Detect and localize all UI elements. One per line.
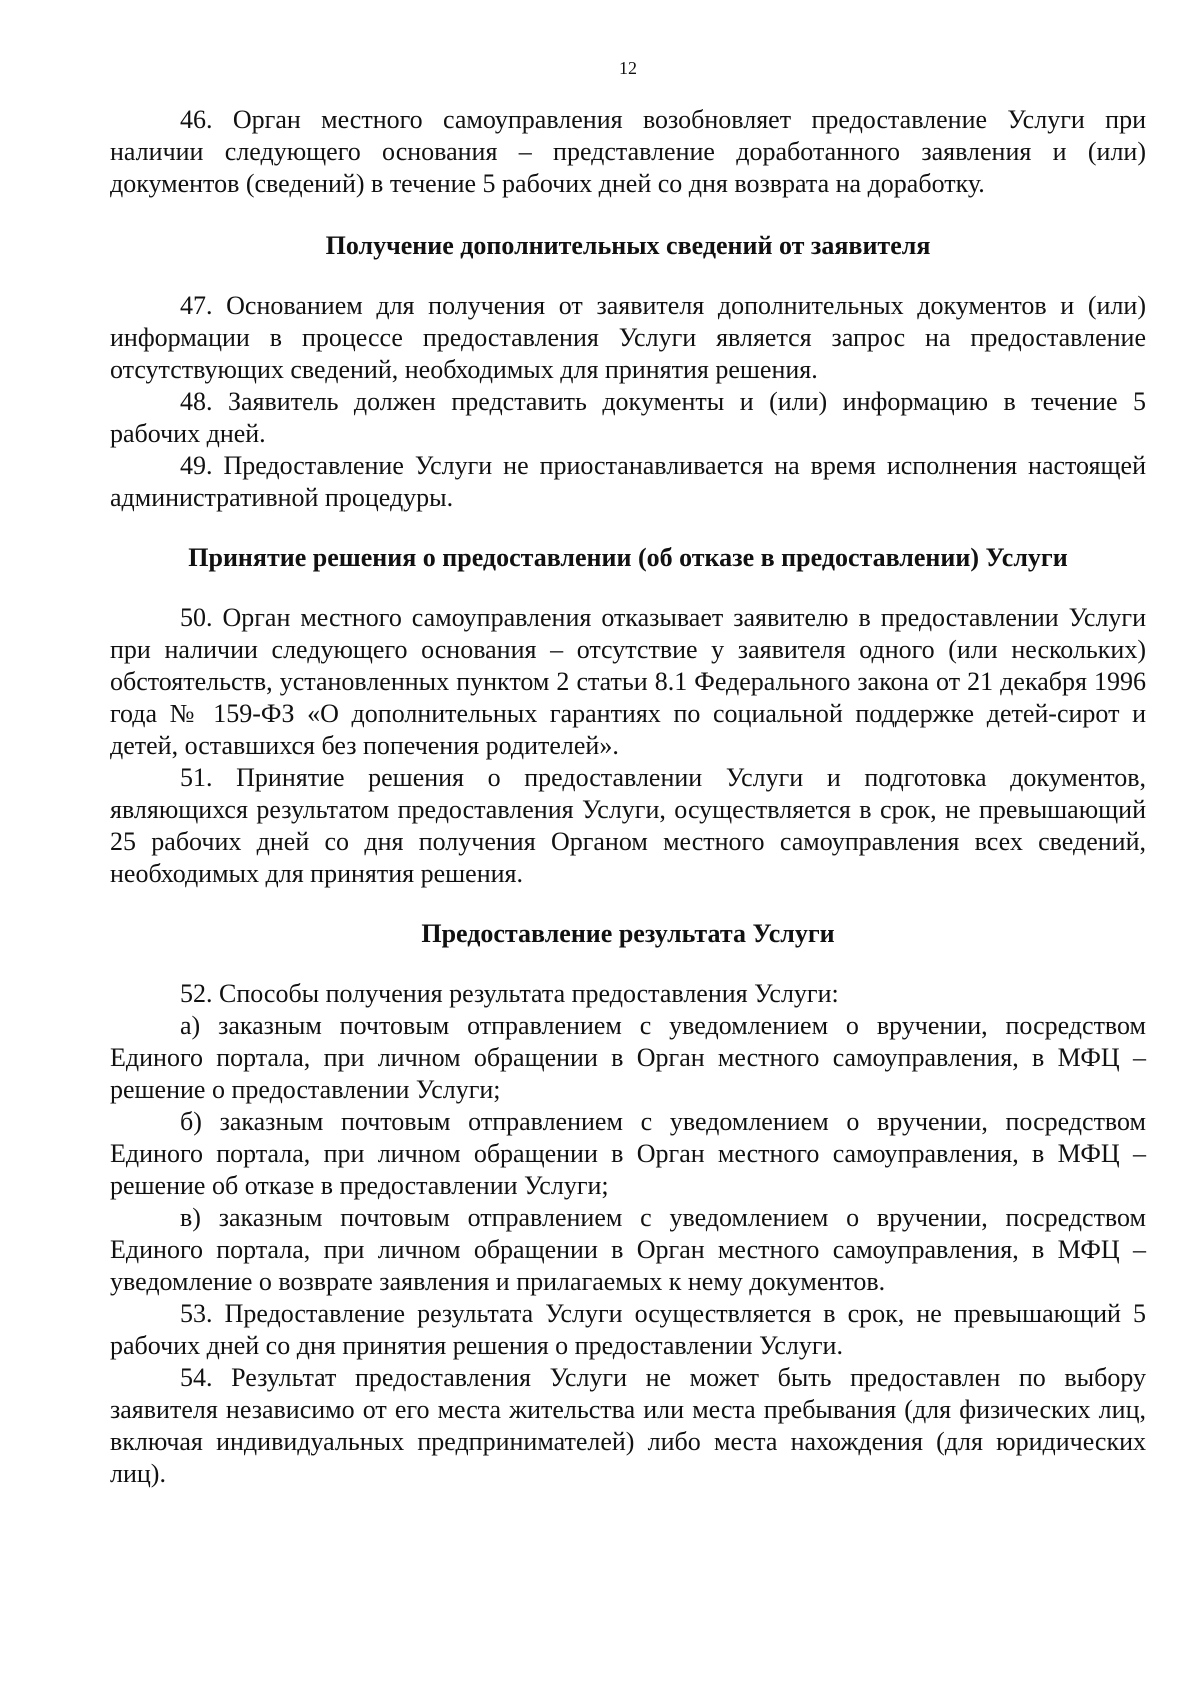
paragraph-52a: а) заказным почтовым отправлением с уведомлением о вручении, посредством Единого портала, при личном обращении в Орган местного самоуправления, в МФЦ – решение о предоставлении Услуги; bbox=[110, 1011, 1146, 1104]
paragraph-52c: в) заказным почтовым отправлением с уведомлением о вручении, посредством Единого портала, при личном обращении в Орган местного самоуправления, в МФЦ – уведомление о возврате заявления и прилагаемых к нему документов. bbox=[110, 1203, 1146, 1296]
section-heading-result: Предоставление результата Услуги bbox=[421, 919, 835, 948]
paragraph-52: 52. Способы получения результата предоставления Услуги: bbox=[180, 979, 839, 1008]
page-bottom-space bbox=[110, 1490, 1146, 1510]
paragraph-48: 48. Заявитель должен представить документы и (или) информацию в течение 5 рабочих дней. bbox=[110, 387, 1146, 448]
paragraph-53: 53. Предоставление результата Услуги осуществляется в срок, не превышающий 5 рабочих дней со дня принятия решения о предоставлении Услуги. bbox=[110, 1299, 1146, 1360]
section-heading-additional-info: Получение дополнительных сведений от заявителя bbox=[325, 231, 931, 260]
paragraph-50: 50. Орган местного самоуправления отказывает заявителю в предоставлении Услуги при наличии следующего основания – отсутствие у заявителя одного (или нескольких) обстоятельств, установленных пунктом 2 статьи 8.1 Федерального закона от 21 декабря 1996 года № 159-ФЗ «О дополнительных гарантиях по социальной поддержке детей-сирот и детей, оставшихся без попечения родителей». bbox=[110, 603, 1146, 760]
section-heading-decision: Принятие решения о предоставлении (об отказе в предоставлении) Услуги bbox=[188, 543, 1068, 572]
paragraph-51: 51. Принятие решения о предоставлении Услуги и подготовка документов, являющихся результатом предоставления Услуги, осуществляется в срок, не превышающий 25 рабочих дней со дня получения Органом местного самоуправления всех сведений, необходимых для принятия решения. bbox=[110, 763, 1146, 888]
paragraph-47: 47. Основанием для получения от заявителя дополнительных документов и (или) информации в процессе предоставления Услуги является запрос на предоставление отсутствующих сведений, необходимых для принятия решения. bbox=[110, 291, 1146, 384]
paragraph-46: 46. Орган местного самоуправления возобновляет предоставление Услуги при наличии следующего основания – представление доработанного заявления и (или) документов (сведений) в течение 5 рабочих дней со дня возврата на доработку. bbox=[110, 105, 1146, 198]
paragraph-54: 54. Результат предоставления Услуги не может быть предоставлен по выбору заявителя независимо от его места жительства или места пребывания (для физических лиц, включая индивидуальных предпринимателей) либо места нахождения (для юридических лиц). bbox=[110, 1363, 1146, 1488]
paragraph-52b: б) заказным почтовым отправлением с уведомлением о вручении, посредством Единого портала, при личном обращении в Орган местного самоуправления, в МФЦ – решение об отказе в предоставлении Услуги; bbox=[110, 1107, 1146, 1200]
paragraph-49: 49. Предоставление Услуги не приостанавливается на время исполнения настоящей административной процедуры. bbox=[110, 451, 1146, 512]
page-number: 12 bbox=[619, 58, 637, 78]
document-page bbox=[110, 56, 1146, 1510]
